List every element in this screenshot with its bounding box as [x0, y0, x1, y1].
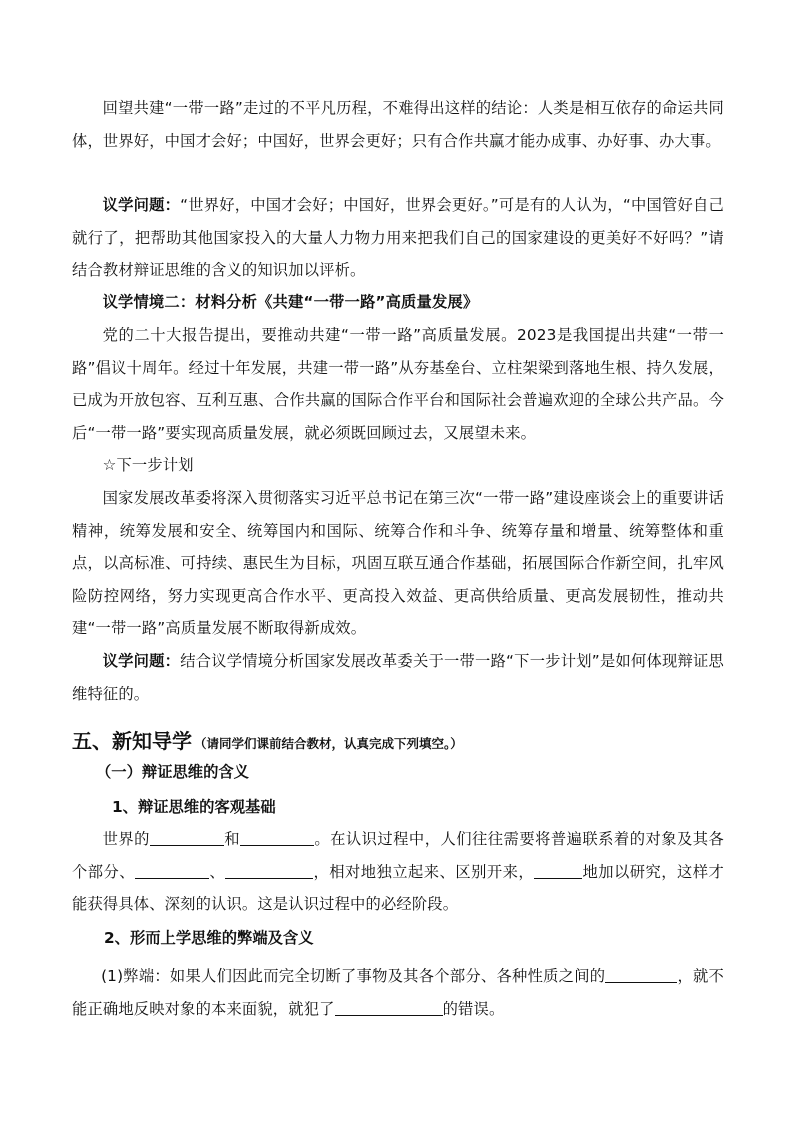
fill-blank[interactable]: [225, 861, 313, 878]
fill-1-text-d: 、: [209, 862, 226, 881]
question-2-label: 议学问题：: [102, 652, 181, 670]
fill-blank[interactable]: [150, 829, 224, 846]
section-5-heading: [72, 725, 724, 760]
fill-blank[interactable]: [240, 829, 314, 846]
fill-blank[interactable]: [335, 998, 443, 1015]
section-5-title: 五、新知导学: [72, 729, 192, 753]
paragraph-question-1: [72, 189, 724, 287]
fill-blank[interactable]: [605, 966, 677, 983]
subsection-1-2-heading: [104, 923, 314, 953]
paragraph-question-2: [72, 645, 724, 710]
paragraph-review-text: 回望共建“一带一路”走过的不平凡历程，不难得出这样的结论：人类是相互依存的命运共同体，世界好，中国才会好；中国好，世界会更好；只有合作共赢才能办成事、办好事、办大事。: [72, 99, 724, 150]
fill-blank[interactable]: [534, 861, 582, 878]
fill-1-text-a: 世界的: [102, 830, 150, 848]
subsection-1-text: （一）辩证思维的含义: [96, 763, 249, 781]
paragraph-report: [72, 319, 724, 449]
fill-paragraph-2: [72, 960, 724, 1025]
fill-1-text-c: 。在认识过程中，人们往往需要将普遍联系着的对象及其各个部分、: [72, 830, 724, 881]
subsection-1-1-text: 1、辩证思维的客观基础: [112, 798, 276, 816]
fill-1-text-f: 地加以研究，这样才能获得具体、深刻的认识。这是认识过程中的必经阶段。: [72, 862, 724, 913]
subsection-1-heading: [96, 757, 249, 787]
subsection-1-2-text: 2、形而上学思维的弊端及含义: [104, 929, 314, 947]
paragraph-report-text: 党的二十大报告提出，要推动共建“一带一路”高质量发展。2023是我国提出共建“一带一路”倡议十周年。经过十年发展，共建一带一路”从夯基垒台、立柱架梁到落地生根、持久发展，已成为开放包容、互利互惠、合作共赢的国际合作平台和国际社会普遍欢迎的全球公共产品。今后“一带一路”要实现高质量发展，就必须既回顾过去，又展望未来。: [72, 326, 724, 442]
next-plan-heading: [72, 449, 724, 482]
fill-2-text-a: (1)弊端：如果人们因此而完全切断了事物及其各个部分、各种性质之间的: [101, 967, 606, 985]
question-1-text: “世界好，中国才会好；中国好，世界会更好。”可是有的人认为，“中国管好自己就行了，把帮助其他国家投入的大量人力物力用来把我们自己的国家建设的更美好不好吗？”请结合教材辩证思维的含义的知识加以评析。: [72, 196, 724, 279]
question-1-label: 议学问题：: [102, 196, 181, 214]
next-plan-text: ☆下一步计划: [102, 456, 194, 474]
paragraph-review: [72, 92, 724, 157]
fill-1-text-e: ，相对地独立起来、区别开来，: [313, 862, 535, 881]
fill-1-text-b: 和: [223, 830, 240, 848]
scene-2-title-text: 议学情境二：材料分析《共建“一带一路”高质量发展》: [102, 293, 479, 311]
fill-2-text-c: 的错误。: [442, 999, 505, 1018]
fill-blank[interactable]: [135, 861, 209, 878]
question-2-text: 结合议学情境分析国家发展改革委关于一带一路“下一步计划”是如何体现辩证思维特征的。: [72, 652, 724, 703]
scene-2-title: [72, 286, 724, 319]
subsection-1-1-heading: [112, 792, 276, 822]
section-5-note: （请同学们课前结合教材，认真完成下列填空。）: [194, 736, 463, 751]
paragraph-plan: [72, 482, 724, 645]
paragraph-plan-text: 国家发展改革委将深入贯彻落实习近平总书记在第三次“一带一路”建设座谈会上的重要讲话精神，统筹发展和安全、统筹国内和国际、统筹合作和斗争、统筹存量和增量、统筹整体和重点，以高标准、可持续、惠民生为目标，巩固互联互通合作基础，拓展国际合作新空间，扎牢风险防控网络，努力实现更高合作水平、更高投入效益、更高供给质量、更高发展韧性，推动共建“一带一路”高质量发展不断取得新成效。: [72, 489, 724, 637]
fill-2-text-b: ，就不能正确地反映对象的本来面貌，就犯了: [72, 967, 724, 1018]
fill-paragraph-1: [72, 823, 724, 921]
